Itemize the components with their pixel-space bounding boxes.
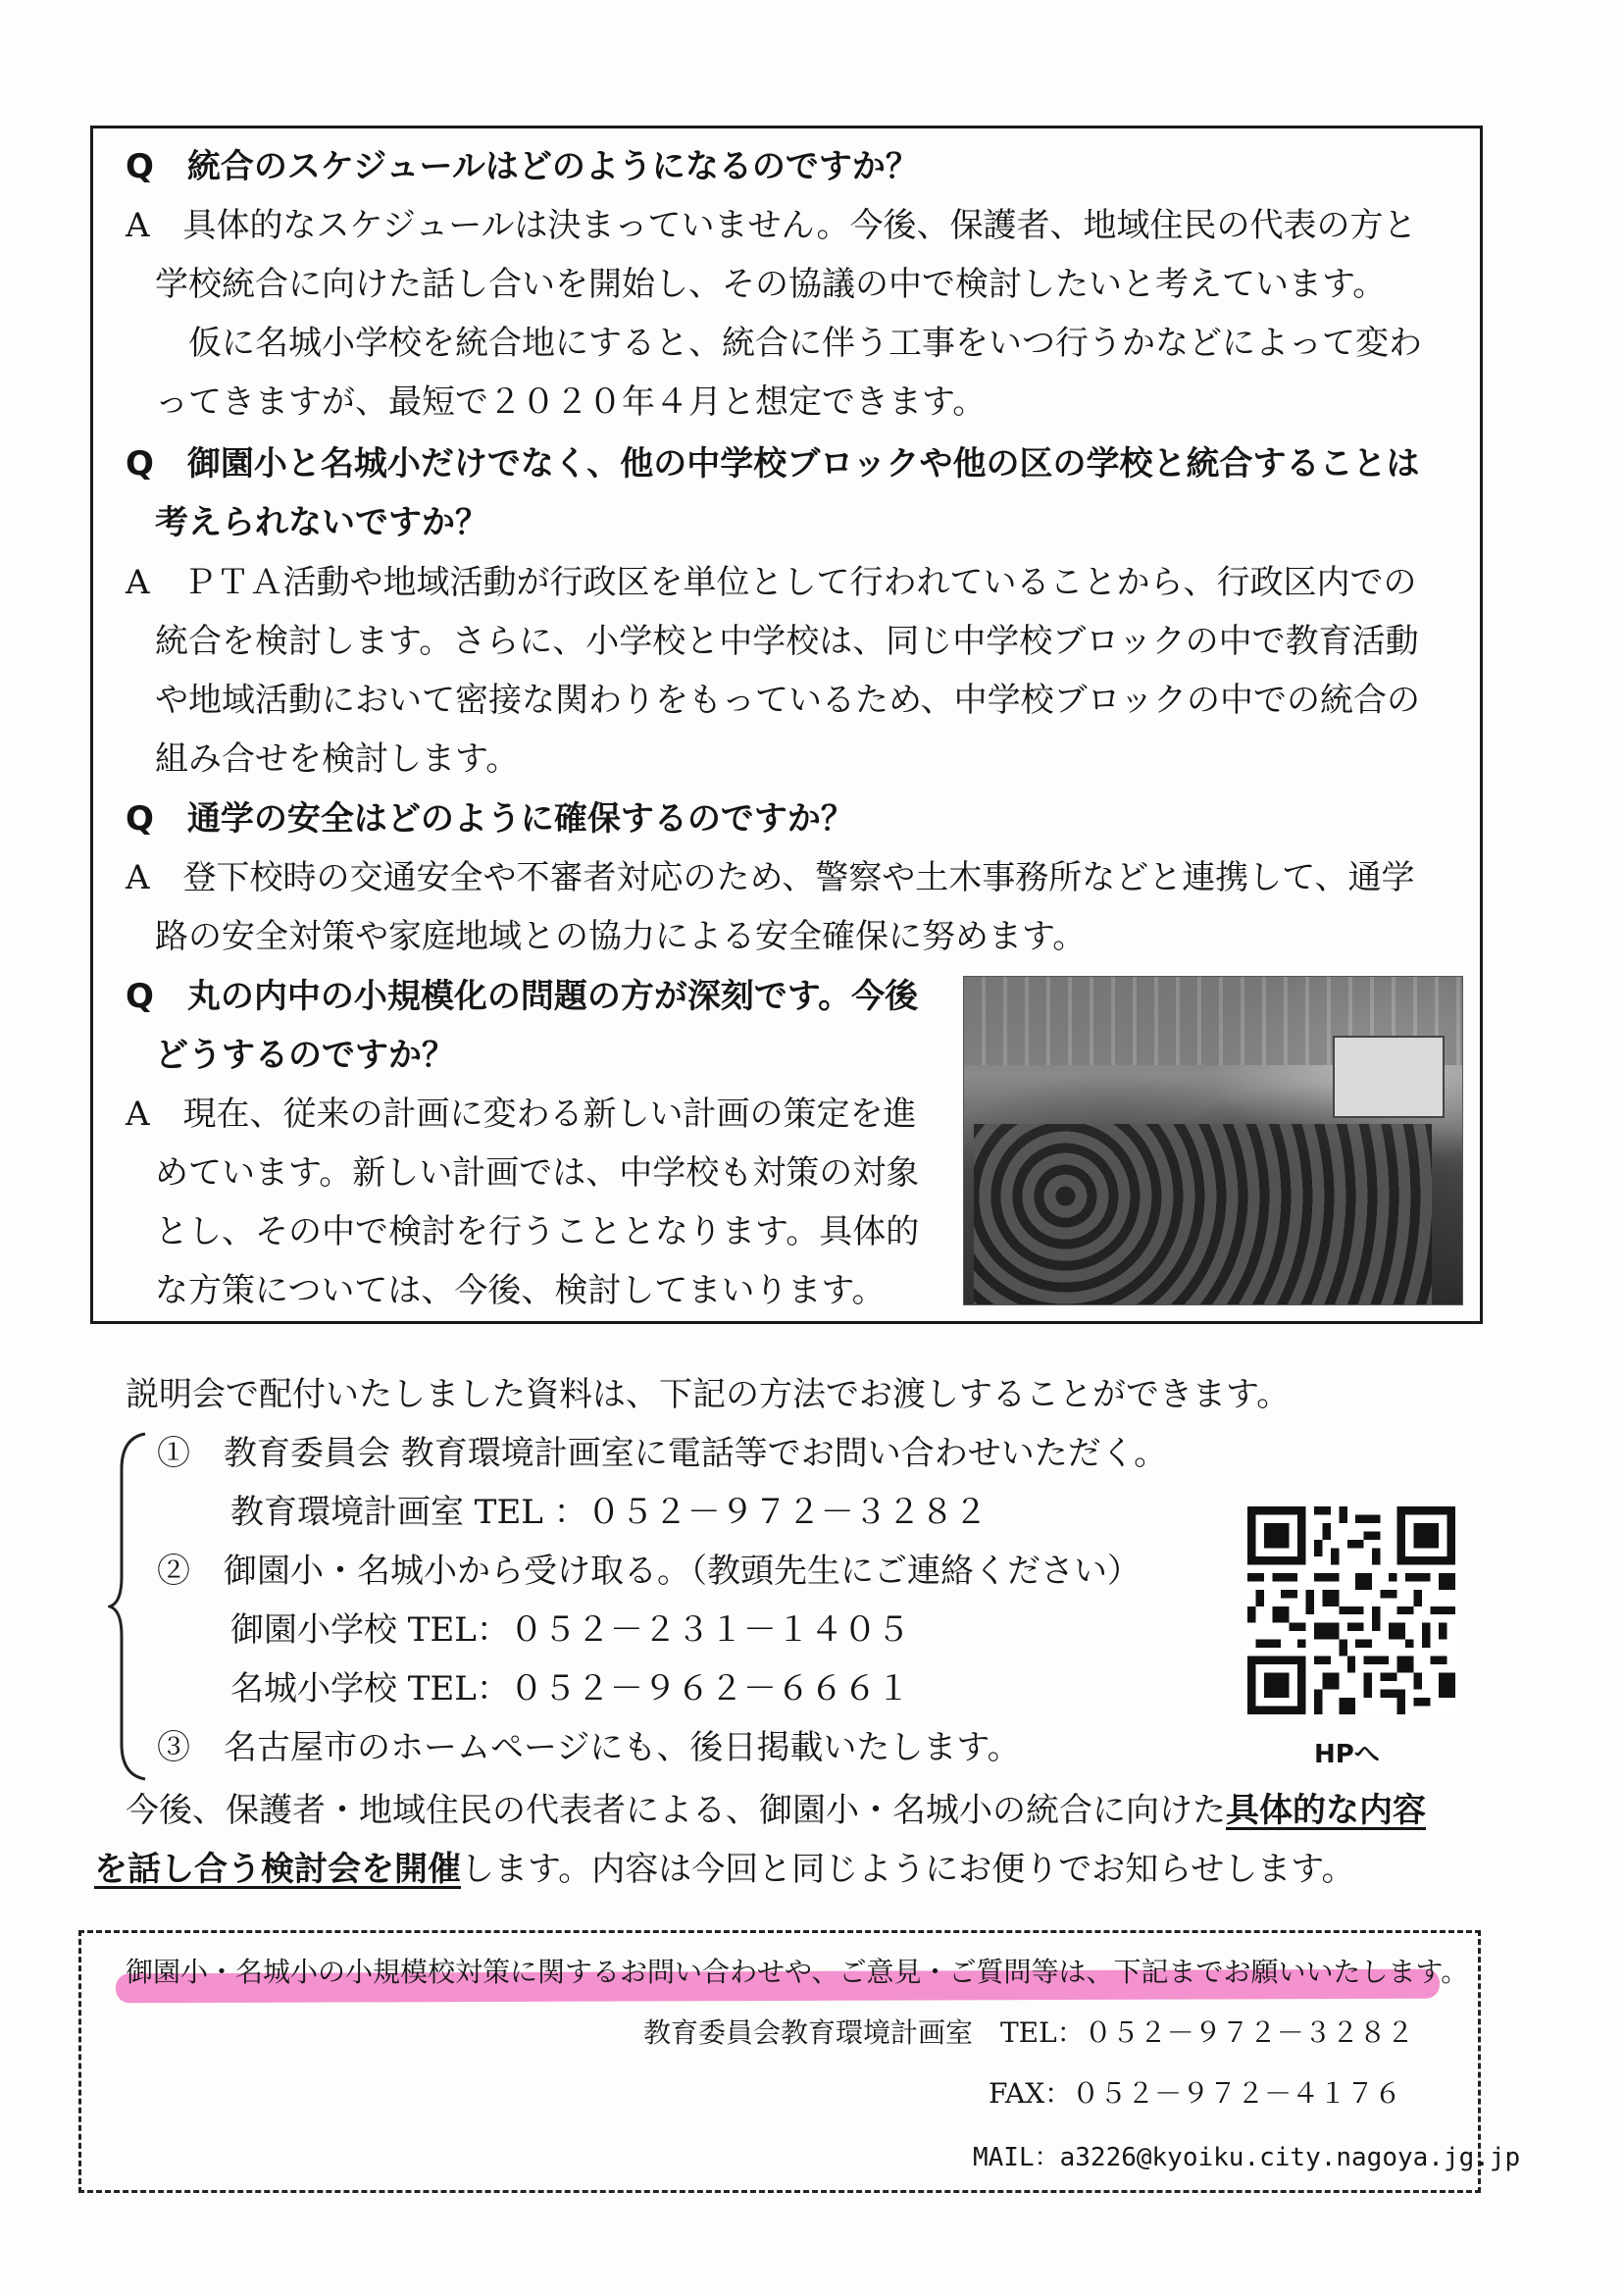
qa-answer: A 具体的なスケジュールは決まっていません。今後、保護者、地域住民の代表の方と <box>126 206 1417 245</box>
future-notice-line1: 今後、保護者・地域住民の代表者による、御園小・名城小の統合に向けた具体的な内容 <box>126 1791 1426 1830</box>
qa-answer: A ＰＴＡ活動や地域活動が行政区を単位として行われていることから、行政区内での <box>126 563 1417 602</box>
qa-question: Q 通学の安全はどのように確保するのですか？ <box>126 799 854 839</box>
qa-answer: ってきますが、最短で２０２０年４月と想定できます。 <box>155 382 987 422</box>
qr-label: HPへ <box>1314 1740 1380 1769</box>
contact-mail[interactable]: MAIL：a3226@kyoiku.city.nagoya.jg.jp <box>973 2143 1521 2172</box>
meeting-photo <box>963 976 1463 1305</box>
qa-question: どうするのですか？ <box>155 1036 455 1075</box>
future-notice-line2: を話し合う検討会を開催します。内容は今回と同じようにお便りでお知らせします。 <box>94 1850 1355 1889</box>
contact-heading: 御園小・名城小の小規模校対策に関するお問い合わせや、ご意見・ご質問等は、下記までお願いいたします。 <box>126 1957 1469 1987</box>
contact-fax: FAX：０５２－９７２－４１７６ <box>989 2077 1402 2110</box>
materials-item-1: ① 教育委員会 教育環境計画室に電話等でお問い合わせいただく。 <box>157 1434 1168 1473</box>
qa-answer: な方策については、今後、検討してまいります。 <box>155 1271 886 1310</box>
qr-code-icon[interactable] <box>1247 1506 1455 1714</box>
qa-answer: めています。新しい計画では、中学校も対策の対象 <box>155 1153 920 1193</box>
qa-answer: 路の安全対策や家庭地域との協力による安全確保に努めます。 <box>155 917 1087 956</box>
materials-item-2-tel-meijo: 名城小学校 TEL：０５２－９６２－６６６１ <box>230 1669 910 1708</box>
qa-question: Q 統合のスケジュールはどのようになるのですか？ <box>126 147 919 186</box>
qa-question: Q 丸の内中の小規模化の問題の方が深刻です。今後 <box>126 977 919 1016</box>
qa-answer: 統合を検討します。さらに、小学校と中学校は、同じ中学校ブロックの中で教育活動 <box>155 622 1419 661</box>
qa-question: 考えられないですか？ <box>155 503 488 542</box>
materials-item-2-tel-misono: 御園小学校 TEL：０５２－２３１－１４０５ <box>230 1610 910 1650</box>
contact-tel: 教育委員会教育環境計画室 TEL：０５２－９７２－３２８２ <box>643 2016 1414 2049</box>
future-notice-emphasis: を話し合う検討会を開催 <box>94 1850 461 1889</box>
materials-item-3: ③ 名古屋市のホームページにも、後日掲載いたします。 <box>157 1728 1021 1767</box>
materials-item-1-tel: 教育環境計画室 TEL ：０５２－９７２－３２８２ <box>230 1493 988 1532</box>
materials-intro: 説明会で配付いたしました資料は、下記の方法でお渡しすることができます。 <box>126 1375 1291 1414</box>
brace-icon <box>108 1430 147 1783</box>
qa-answer: や地域活動において密接な関わりをもっているため、中学校ブロックの中での統合の <box>155 681 1420 720</box>
qa-answer: A 登下校時の交通安全や不審者対応のため、警察や土木事務所などと連携して、通学 <box>126 858 1415 897</box>
qa-answer: A 現在、従来の計画に変わる新しい計画の策定を進 <box>126 1095 917 1134</box>
qa-answer: 組み合せを検討します。 <box>155 739 520 779</box>
future-notice-emphasis: 具体的な内容 <box>1226 1791 1426 1830</box>
qa-answer: 学校統合に向けた話し合いを開始し、その協議の中で検討したいと考えています。 <box>155 265 1387 304</box>
materials-item-2: ② 御園小・名城小から受け取る。（教頭先生にご連絡ください） <box>157 1552 1141 1591</box>
qa-question: Q 御園小と名城小だけでなく、他の中学校ブロックや他の区の学校と統合することは <box>126 444 1420 484</box>
qa-answer: とし、その中で検討を行うこととなります。具体的 <box>155 1212 920 1251</box>
qa-answer: 仮に名城小学校を統合地にすると、統合に伴う工事をいつ行うかなどによって変わ <box>188 324 1422 363</box>
